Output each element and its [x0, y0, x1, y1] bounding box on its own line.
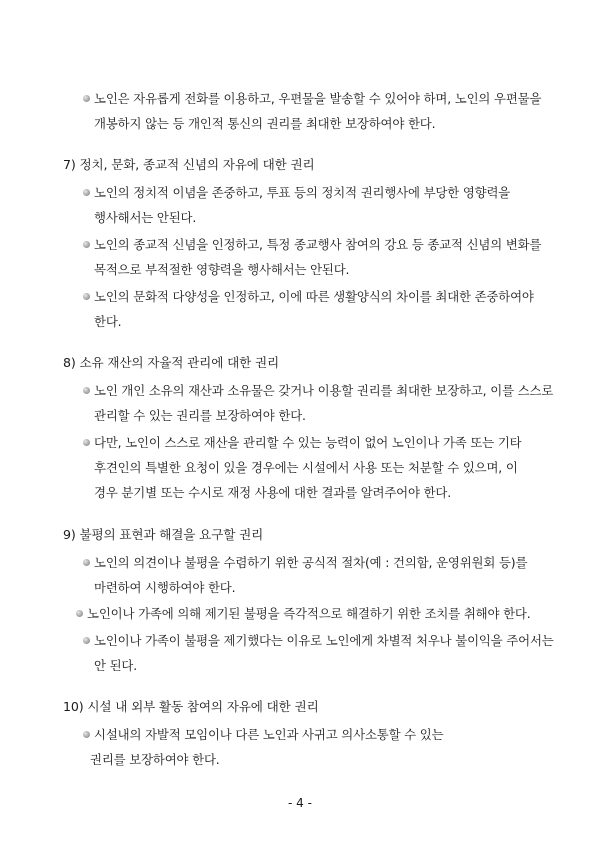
paragraph-line: 시설내의 자발적 모임이나 다른 노인과 사귀고 의사소통할 수 있는	[94, 727, 444, 742]
paragraph-line: 노인의 의견이나 불평을 수렴하기 위한 공식적 절차(예 : 건의함, 운영위원회 등)를	[94, 555, 528, 570]
bullet-icon	[83, 637, 90, 644]
paragraph-line: 목적으로 부적절한 영향력을 행사해서는 안된다.	[94, 262, 350, 277]
bullet-icon	[76, 610, 83, 617]
paragraph-line: 노인이나 가족이 불평을 제기했다는 이유로 노인에게 차별적 처우나 불이익을 주어서는	[94, 633, 554, 648]
bullet-icon	[83, 293, 90, 300]
paragraph-line: 행사해서는 안된다.	[94, 210, 197, 225]
paragraph-line: 후견인의 특별한 요청이 있을 경우에는 시설에서 사용 또는 처분할 수 있으며, 이	[94, 460, 518, 475]
paragraph-line: 개봉하지 않는 등 개인적 통신의 권리를 최대한 보장하여야 한다.	[94, 116, 436, 131]
paragraph-line: 노인이나 가족에 의해 제기된 불평을 즉각적으로 해결하기 위한 조치를 취해야 한다.	[87, 606, 531, 621]
section-heading-9: 9) 불평의 표현과 해결을 요구할 권리	[63, 527, 264, 542]
paragraph-line: 권리를 보장하여야 한다.	[90, 752, 220, 767]
page-number: - 4 -	[288, 796, 312, 810]
paragraph-line: 노인의 정치적 이념을 존중하고, 투표 등의 정치적 권리행사에 부당한 영향력을	[94, 185, 511, 200]
bullet-icon	[83, 731, 90, 738]
section-heading-7: 7) 정치, 문화, 종교적 신념의 자유에 대한 권리	[63, 157, 315, 172]
bullet-icon	[83, 95, 90, 102]
paragraph-line: 안 된다.	[94, 658, 138, 673]
paragraph-line: 한다.	[94, 314, 122, 329]
bullet-icon	[83, 559, 90, 566]
paragraph-line: 노인은 자유롭게 전화를 이용하고, 우편물을 발송할 수 있어야 하며, 노인의 우편물을	[94, 91, 542, 106]
bullet-icon	[83, 241, 90, 248]
paragraph-line: 마련하여 시행하여야 한다.	[94, 580, 236, 595]
bullet-icon	[83, 439, 90, 446]
bullet-icon	[83, 189, 90, 196]
paragraph-line: 다만, 노인이 스스로 재산을 관리할 수 있는 능력이 없어 노인이나 가족 또는 기타	[94, 435, 522, 450]
section-heading-8: 8) 소유 재산의 자율적 관리에 대한 권리	[63, 355, 279, 370]
paragraph-line: 경우 분기별 또는 수시로 재정 사용에 대한 결과를 알려주어야 한다.	[94, 485, 452, 500]
paragraph-line: 관리할 수 있는 권리를 보장하여야 한다.	[94, 408, 306, 423]
paragraph-line: 노인 개인 소유의 재산과 소유물은 갖거나 이용할 권리를 최대한 보장하고, 이를 스스로	[94, 383, 554, 398]
paragraph-line: 노인의 문화적 다양성을 인정하고, 이에 따른 생활양식의 차이를 최대한 존중하여야	[94, 289, 534, 304]
section-heading-10: 10) 시설 내 외부 활동 참여의 자유에 대한 권리	[63, 699, 319, 714]
paragraph-line: 노인의 종교적 신념을 인정하고, 특정 종교행사 참여의 강요 등 종교적 신념의 변화를	[94, 237, 542, 252]
bullet-icon	[83, 387, 90, 394]
